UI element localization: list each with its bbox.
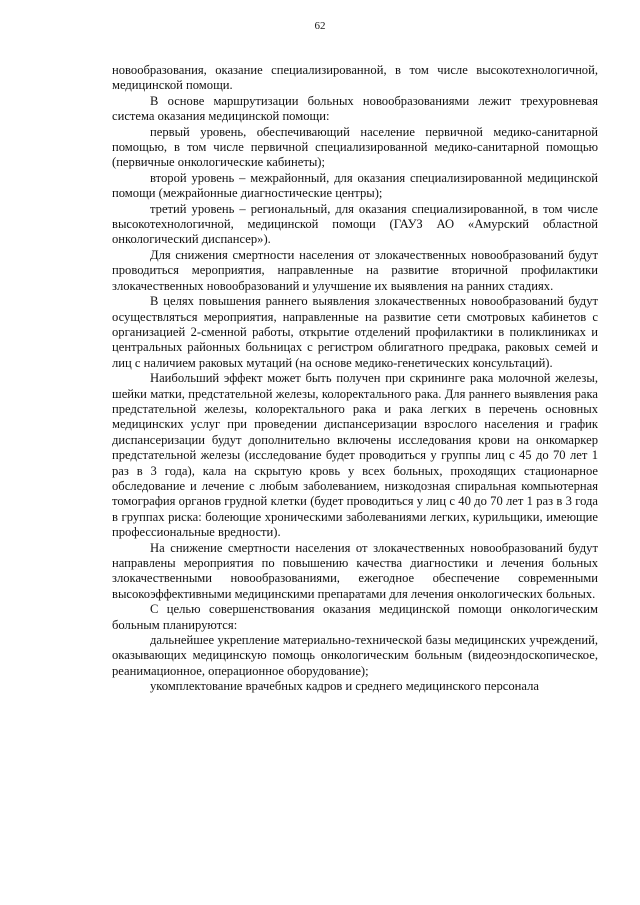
- paragraph: дальнейшее укрепление материально-технической базы медицинских учреждений, оказывающих медицинскую помощь онкологическим больным (видеоэндоскопическое, реанимационное, операционное оборудование);: [112, 633, 598, 678]
- body-text: [112, 63, 598, 695]
- paragraph: третий уровень – региональный, для оказания специализированной, в том числе высокотехнологичной, медицинской помощи (ГАУЗ АО «Амурский областной онкологический диспансер»).: [112, 201, 598, 247]
- paragraph: На снижение смертности населения от злокачественных новообразований будут направлены мероприятия по повышению качества диагностики и лечения больных злокачественными новообразованиями, ежегодное обеспечение современными высокоэффективными медицинскими препаратами для лечения онкологических больных.: [112, 540, 598, 601]
- paragraph: С целью совершенствования оказания медицинской помощи онкологическим больным планируются:: [112, 602, 598, 632]
- paragraph: В целях повышения раннего выявления злокачественных новообразований будут осуществляться мероприятия, направленные на развитие сети смотровых кабинетов с организацией 2-сменной работы, открытие отделений профилактики в поликлиниках и центральных районных больницах с регистром облигатного предрака, раковых семей и лиц с наличием раковых мутаций (на основе медико-генетических консультаций).: [112, 294, 598, 370]
- page-number: 62: [314, 20, 326, 32]
- paragraph: В основе маршрутизации больных новообразованиями лежит трехуровневая система оказания медицинской помощи:: [112, 93, 598, 124]
- paragraph: Для снижения смертности населения от злокачественных новообразований будут проводиться мероприятия, направленные на развитие вторичной профилактики злокачественных новообразований и улучшение их выявления на ранних стадиях.: [112, 247, 598, 293]
- paragraph: второй уровень – межрайонный, для оказания специализированной медицинской помощи (межрайонные диагностические центры);: [112, 170, 598, 201]
- paragraph: Наибольший эффект может быть получен при скрининге рака молочной железы, шейки матки, предстательной железы, колоректального рака. Для раннего выявления рака предстательной железы, колоректального рака и рака легких в перечень основных медицинских услуг при проведении диспансеризации взрослого населения и график диспансеризации будут дополнительно включены исследования крови на онкомаркер предстательной железы (исследование будет проводиться у группы лиц с 45 до 70 лет 1 раз в 3 года), кала на скрытую кровь у всех больных, проходящих стационарное обследование и лечение с любым заболеванием, низкодозная спиральная компьютерная томография органов грудной клетки (будет проводиться у лиц с 40 до 70 лет 1 раз в 3 года в группах риска: болеющие хроническими заболеваниями легких, курильщики, имеющие профессиональные вредности).: [112, 371, 598, 540]
- paragraph: новообразования, оказание специализированной, в том числе высокотехнологичной, медицинской помощи.: [112, 63, 598, 93]
- paragraph: первый уровень, обеспечивающий население первичной медико-санитарной помощью, в том числе первичной специализированной медико-санитарной помощью (первичные онкологические кабинеты);: [112, 124, 598, 170]
- paragraph: укомплектование врачебных кадров и среднего медицинского персонала: [150, 679, 539, 694]
